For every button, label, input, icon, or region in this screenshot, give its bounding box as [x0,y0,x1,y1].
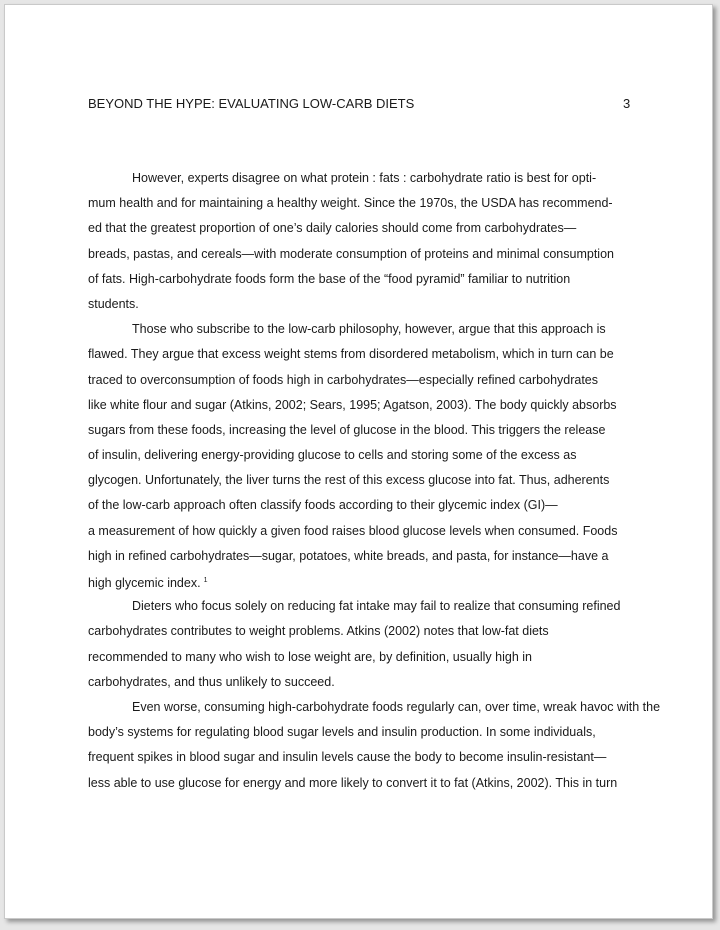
text-line: of insulin, delivering energy-providing glucose to cells and storing some of the excess as [88,448,577,463]
text-line: Those who subscribe to the low-carb philosophy, however, argue that this approach is [132,322,606,337]
text-line: glycogen. Unfortunately, the liver turns the rest of this excess glucose into fat. Thus, adherents [88,473,610,488]
paragraph-1 [88,169,688,320]
text-line: body’s systems for regulating blood sugar levels and insulin production. In some individuals, [88,725,596,740]
document-page [4,4,713,919]
text-line: ed that the greatest proportion of one’s daily calories should come from carbohydrates— [88,221,577,236]
text-line: However, experts disagree on what protein : fats : carbohydrate ratio is best for opti- [132,171,597,185]
paragraph-3 [88,597,688,698]
text-line: a measurement of how quickly a given food raises blood glucose levels when consumed. Foods [88,523,618,538]
text-line: traced to overconsumption of foods high in carbohydrates—especially refined carbohydrates [88,372,599,387]
body-text [88,169,688,799]
text-line: of fats. High-carbohydrate foods form the base of the “food pyramid” familiar to nutrition [88,271,571,286]
text-line: breads, pastas, and cereals—with moderate consumption of proteins and minimal consumption [88,246,614,261]
paragraph-4 [88,698,688,799]
text-line: frequent spikes in blood sugar and insulin levels cause the body to become insulin-resistant— [88,750,607,765]
text-line: carbohydrates, and thus unlikely to succeed. [88,674,335,689]
text-line: recommended to many who wish to lose weight are, by definition, usually high in [88,649,532,664]
text-line: less able to use glucose for energy and more likely to convert it to fat (Atkins, 2002). This in turn [88,775,618,790]
text-line: of the low-carb approach often classify foods according to their glycemic index (GI)— [88,498,558,513]
footnote-marker: 1 [203,577,208,584]
text-line: sugars from these foods, increasing the level of glucose in the blood. This triggers the release [88,422,606,437]
text-line: flawed. They argue that excess weight stems from disordered metabolism, which in turn can be [88,347,614,362]
text-line: students. [88,296,139,311]
text-line: high in refined carbohydrates—sugar, potatoes, white breads, and pasta, for instance—have a [88,548,609,563]
page-number: 3 [623,96,631,111]
text-line: like white flour and sugar (Atkins, 2002; Sears, 1995; Agatson, 2003). The body quickly absorbs [88,397,617,412]
text-line: high glycemic index. [88,576,201,590]
running-head: BEYOND THE HYPE: EVALUATING LOW-CARB DIETS [88,96,415,111]
paragraph-2 [88,320,688,597]
text-line: Even worse, consuming high-carbohydrate foods regularly can, over time, wreak havoc with the [132,699,661,714]
text-line: mum health and for maintaining a healthy weight. Since the 1970s, the USDA has recommend- [88,196,613,211]
text-line: carbohydrates contributes to weight problems. Atkins (2002) notes that low-fat diets [88,624,549,639]
text-line: Dieters who focus solely on reducing fat intake may fail to realize that consuming refined [132,599,621,614]
text-line-with-footnote [88,572,688,597]
